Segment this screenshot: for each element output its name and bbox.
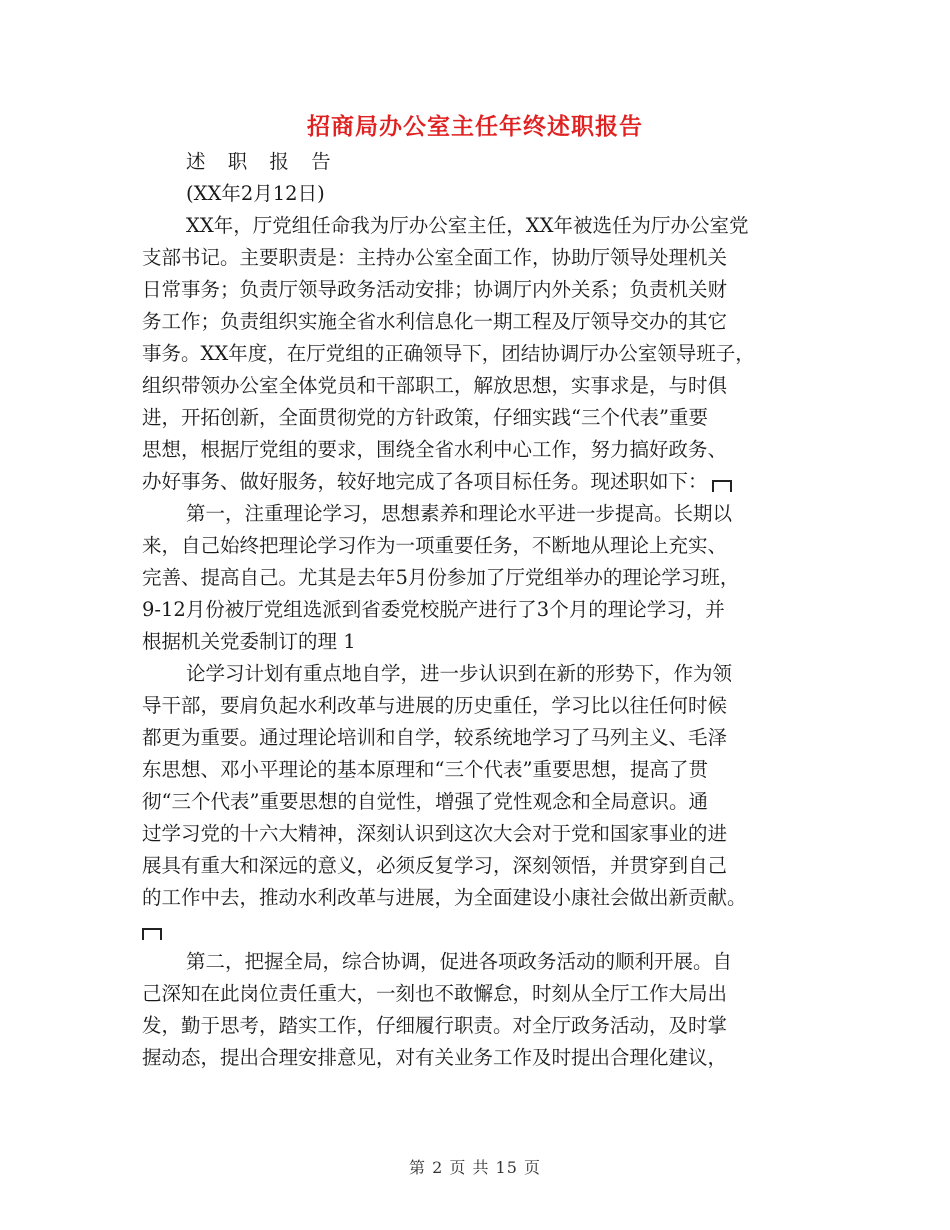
paragraph-line: 来，自己始终把理论学习作为一项重要任务，不断地从理论上充实、	[142, 534, 728, 557]
paragraph-line: 事务。XX年度，在厅党组的正确领导下，团结协调厅办公室领导班子，	[142, 342, 755, 365]
paragraph-line: 导干部，要肩负起水利改革与进展的历史重任，学习比以往任何时候	[142, 694, 728, 717]
paragraph-line: 支部书记。主要职责是：主持办公室全面工作，协助厅领导处理机关	[142, 246, 728, 269]
page-footer: 第 2 页 共 15 页	[409, 1158, 541, 1177]
paragraph-line: 组织带领办公室全体党员和干部职工，解放思想，实事求是，与时俱	[142, 374, 728, 397]
paragraph-line: 第一，注重理论学习，思想素养和理论水平进一步提高。长期以	[186, 502, 733, 525]
paragraph-line: 发，勤于思考，踏实工作，仔细履行职责。对全厅政务活动，及时掌	[142, 1014, 728, 1037]
paragraph-line: 9-12月份被厅党组选派到省委党校脱产进行了3个月的理论学习，并	[142, 598, 725, 621]
mark-line	[142, 914, 810, 946]
paragraph-line: XX年，厅党组任命我为厅办公室主任，XX年被选任为厅办公室党	[186, 214, 749, 237]
paragraph-line: 根据机关党委制订的理 1	[142, 630, 356, 653]
report-date: (XX年2月12日)	[186, 182, 325, 205]
paragraph-line: 彻“三个代表”重要思想的自觉性，增强了党性观念和全局意识。通	[142, 790, 708, 813]
section-mark-icon	[712, 480, 732, 492]
paragraph-line: 论学习计划有重点地自学，进一步认识到在新的形势下，作为领	[186, 662, 733, 685]
paragraph-line: 思想，根据厅党组的要求，围绕全省水利中心工作，努力搞好政务、	[142, 438, 728, 461]
paragraph-line: 日常事务；负责厅领导政务活动安排；协调厅内外关系；负责机关财	[142, 278, 728, 301]
paragraph-line: 第二，把握全局，综合协调，促进各项政务活动的顺利开展。自	[186, 950, 733, 973]
paragraph-line: 的工作中去，推动水利改革与进展，为全面建设小康社会做出新贡献。	[142, 886, 747, 909]
paragraph-line: 东思想、邓小平理论的基本原理和“三个代表”重要思想，提高了贯	[142, 758, 708, 781]
paragraph-text: 办好事务、做好服务，较好地完成了各项目标任务。现述职如下：	[142, 470, 708, 493]
paragraph-line: 握动态，提出合理安排意见，对有关业务工作及时提出合理化建议，	[142, 1046, 728, 1069]
document-title: 招商局办公室主任年终述职报告	[307, 113, 643, 140]
paragraph-line: 都更为重要。通过理论培训和自学，较系统地学习了马列主义、毛泽	[142, 726, 728, 749]
paragraph-line-with-mark	[142, 466, 810, 498]
paragraph-line: 完善、提高自己。尤其是去年5月份参加了厅党组举办的理论学习班，	[142, 566, 740, 589]
paragraph-line: 务工作；负责组织实施全省水利信息化一期工程及厅领导交办的其它	[142, 310, 728, 333]
report-heading: 述 职 报 告	[186, 150, 339, 173]
paragraph-line: 过学习党的十六大精神，深刻认识到这次大会对于党和国家事业的进	[142, 822, 728, 845]
document-body	[142, 146, 810, 1074]
paragraph-line: 展具有重大和深远的意义，必须反复学习，深刻领悟，并贯穿到自己	[142, 854, 728, 877]
section-mark-icon	[142, 928, 162, 940]
paragraph-line: 进，开拓创新，全面贯彻党的方针政策，仔细实践“三个代表”重要	[142, 406, 708, 429]
paragraph-line: 己深知在此岗位责任重大，一刻也不敢懈怠，时刻从全厅工作大局出	[142, 982, 728, 1005]
